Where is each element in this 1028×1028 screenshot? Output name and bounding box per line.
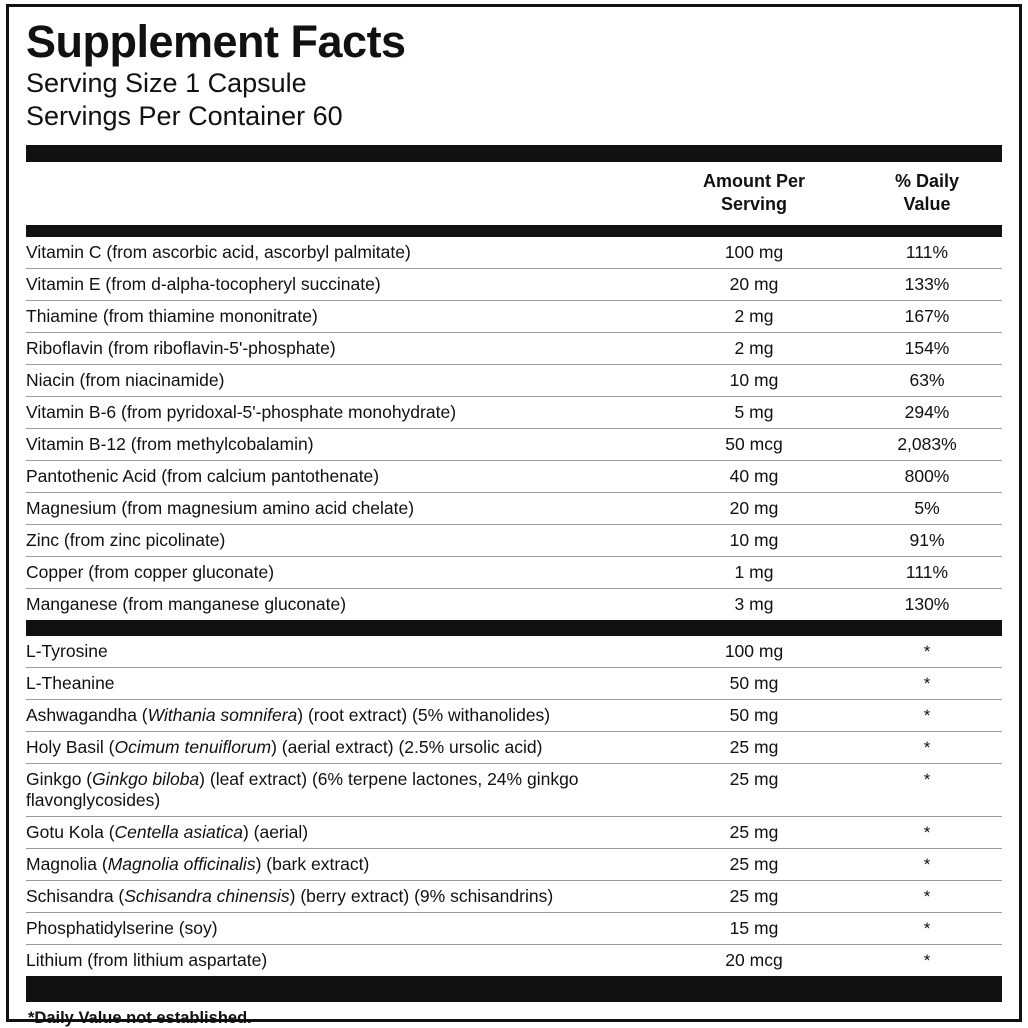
- vitamin-row-daily-value: 111%: [852, 557, 1002, 589]
- serving-size-text: Serving Size 1 Capsule: [26, 68, 307, 99]
- header-divider-thick: [26, 145, 1002, 162]
- vitamin-row-amount: 20 mg: [656, 269, 852, 301]
- table-row: [26, 461, 1002, 493]
- table-row: [26, 365, 1002, 397]
- botanical-row-amount: 25 mg: [656, 849, 852, 881]
- vitamin-row-daily-value: 111%: [852, 237, 1002, 269]
- botanical-row-amount: 25 mg: [656, 817, 852, 849]
- botanical-row-name: Gotu Kola (Centella asiatica) (aerial): [26, 817, 656, 849]
- botanical-row-amount: 25 mg: [656, 764, 852, 817]
- header-amount-line1: Amount Per: [702, 171, 805, 192]
- servings-per-container-text: Servings Per Container 60: [26, 101, 343, 132]
- vitamin-row-name: Manganese (from manganese gluconate): [26, 594, 347, 615]
- table-row: [26, 636, 1002, 668]
- vitamin-row-amount: 10 mg: [656, 525, 852, 557]
- vitamin-row-amount: 100 mg: [656, 237, 852, 269]
- table-row: [26, 493, 1002, 525]
- vitamin-row-name: Vitamin E (from d-alpha-tocopheryl succinate): [26, 269, 656, 301]
- botanical-row-daily-value: *: [923, 951, 931, 971]
- vitamin-row-name: Vitamin B-6 (from pyridoxal-5'-phosphate monohydrate): [26, 397, 656, 429]
- botanical-row-daily-value: *: [852, 732, 1002, 764]
- botanical-row-daily-value: *: [852, 913, 1002, 945]
- botanical-row-daily-value: *: [852, 817, 1002, 849]
- vitamin-row-name: Vitamin C (from ascorbic acid, ascorbyl palmitate): [26, 237, 656, 269]
- vitamin-row-daily-value: 154%: [852, 333, 1002, 365]
- botanical-row-daily-value: *: [852, 636, 1002, 668]
- header-dv-line2: Value: [903, 193, 951, 214]
- header-daily-value: [852, 170, 1002, 215]
- table-row: [26, 700, 1002, 732]
- botanical-row-daily-value: *: [852, 668, 1002, 700]
- botanical-row-amount: 20 mcg: [725, 950, 783, 971]
- bottom-divider-bar: [26, 976, 1002, 1002]
- vitamin-row-daily-value: 2,083%: [852, 429, 1002, 461]
- vitamin-row-daily-value: 133%: [852, 269, 1002, 301]
- table-row: [26, 817, 1002, 849]
- table-row: [26, 525, 1002, 557]
- vitamin-row-amount: 2 mg: [656, 333, 852, 365]
- vitamin-row-name: Magnesium (from magnesium amino acid chelate): [26, 493, 656, 525]
- header-dv-line1: % Daily: [894, 171, 960, 192]
- table-row: [26, 269, 1002, 301]
- botanical-row-daily-value: *: [852, 700, 1002, 732]
- table-row: [26, 913, 1002, 945]
- vitamin-row-amount: 50 mcg: [656, 429, 852, 461]
- botanical-row-amount: 25 mg: [656, 732, 852, 764]
- botanical-row-name: Ginkgo (Ginkgo biloba) (leaf extract) (6% terpene lactones, 24% ginkgo flavonglycosides): [26, 764, 656, 817]
- vitamin-row-name: Niacin (from niacinamide): [26, 365, 656, 397]
- vitamin-row-amount: 10 mg: [656, 365, 852, 397]
- header-divider-medium: [26, 225, 1002, 237]
- botanical-row-daily-value: *: [852, 764, 1002, 817]
- botanical-row-name: Lithium (from lithium aspartate): [26, 950, 268, 971]
- table-row: [26, 732, 1002, 764]
- vitamin-row-daily-value: 800%: [852, 461, 1002, 493]
- vitamin-row-amount: 1 mg: [656, 557, 852, 589]
- page-title: Supplement Facts: [26, 16, 406, 67]
- table-row: [26, 668, 1002, 700]
- vitamin-row-daily-value: 294%: [852, 397, 1002, 429]
- table-row: [26, 237, 1002, 269]
- footnote-text: *Daily Value not established.: [28, 1009, 252, 1028]
- header-amount-line2: Serving: [720, 193, 788, 214]
- vitamin-row-daily-value: 167%: [852, 301, 1002, 333]
- botanical-row-name: Phosphatidylserine (soy): [26, 913, 656, 945]
- botanical-row-name: Magnolia (Magnolia officinalis) (bark extract): [26, 849, 656, 881]
- vitamin-row-daily-value: 91%: [852, 525, 1002, 557]
- botanical-row-amount: 100 mg: [656, 636, 852, 668]
- vitamin-row-amount: 20 mg: [656, 493, 852, 525]
- vitamin-row-daily-value: 5%: [852, 493, 1002, 525]
- vitamin-row-name: Riboflavin (from riboflavin-5'-phosphate): [26, 333, 656, 365]
- botanical-row-name: L-Theanine: [26, 668, 656, 700]
- table-row: [26, 881, 1002, 913]
- vitamin-row-amount: 40 mg: [656, 461, 852, 493]
- header-amount-per-serving: [656, 170, 852, 215]
- table-row: [26, 429, 1002, 461]
- botanicals-table: [26, 636, 1002, 976]
- vitamins-table: [26, 237, 1002, 620]
- botanical-row-amount: 25 mg: [656, 881, 852, 913]
- vitamin-row-amount: 2 mg: [656, 301, 852, 333]
- vitamin-row-name: Vitamin B-12 (from methylcobalamin): [26, 429, 656, 461]
- vitamin-row-name: Pantothenic Acid (from calcium pantothenate): [26, 461, 656, 493]
- table-row: [26, 557, 1002, 589]
- column-headers: [26, 162, 1002, 221]
- table-row: [26, 397, 1002, 429]
- section-divider-bar: [26, 620, 1002, 636]
- vitamin-row-daily-value: 130%: [904, 594, 950, 615]
- vitamin-row-amount: 5 mg: [656, 397, 852, 429]
- botanical-row-daily-value: *: [852, 849, 1002, 881]
- botanical-row-name: L-Tyrosine: [26, 636, 656, 668]
- botanical-row-name: Schisandra (Schisandra chinensis) (berry extract) (9% schisandrins): [26, 881, 656, 913]
- vitamin-row-name: Zinc (from zinc picolinate): [26, 525, 656, 557]
- vitamin-row-daily-value: 63%: [852, 365, 1002, 397]
- vitamin-row-amount: 3 mg: [734, 594, 774, 615]
- table-row: [26, 333, 1002, 365]
- table-row: [26, 301, 1002, 333]
- table-row: [26, 945, 1002, 977]
- botanical-row-amount: 50 mg: [656, 700, 852, 732]
- botanical-row-amount: 50 mg: [656, 668, 852, 700]
- table-row: [26, 849, 1002, 881]
- table-row: [26, 589, 1002, 621]
- botanical-row-daily-value: *: [852, 881, 1002, 913]
- botanical-row-name: Ashwagandha (Withania somnifera) (root extract) (5% withanolides): [26, 700, 656, 732]
- table-row: [26, 764, 1002, 817]
- vitamin-row-name: Copper (from copper gluconate): [26, 557, 656, 589]
- botanical-row-amount: 15 mg: [656, 913, 852, 945]
- botanical-row-name: Holy Basil (Ocimum tenuiflorum) (aerial extract) (2.5% ursolic acid): [26, 732, 656, 764]
- vitamin-row-name: Thiamine (from thiamine mononitrate): [26, 301, 656, 333]
